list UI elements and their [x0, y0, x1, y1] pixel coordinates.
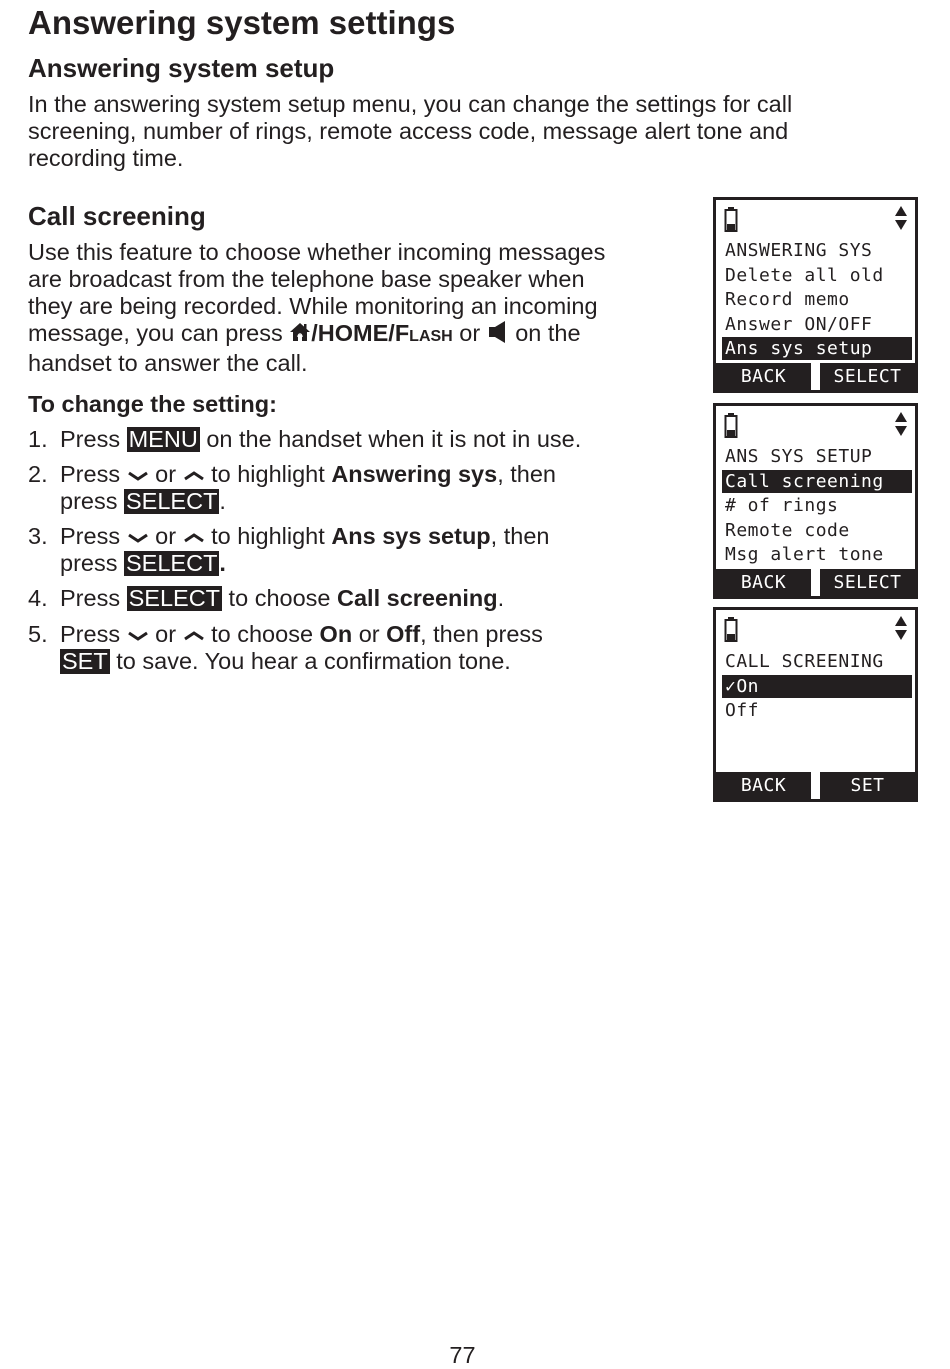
menu-item-call-screening[interactable]: Call screening: [722, 470, 912, 493]
up-arrow-icon: [183, 622, 205, 649]
up-arrow-icon: [183, 524, 205, 551]
cs-line: Use this feature to choose whether incoming messages: [28, 239, 606, 265]
handset-screen-3: [713, 607, 918, 802]
select-key: SELECT: [126, 488, 218, 514]
option-on-selected[interactable]: ✓On: [722, 675, 912, 698]
home-icon: [289, 321, 311, 349]
battery-icon: [724, 617, 738, 647]
back-softkey[interactable]: BACK: [716, 772, 811, 799]
step-text: or: [148, 523, 183, 549]
setup-para-line: recording time.: [28, 145, 184, 171]
menu-item-answer-on-off[interactable]: Answer ON/OFF: [725, 314, 873, 335]
step-number: 2.: [28, 461, 48, 487]
step-number: 5.: [28, 621, 48, 647]
up-arrow-icon: [183, 462, 205, 489]
page-title: Answering system settings: [28, 4, 456, 41]
setup-para-line: screening, number of rings, remote access code, message alert tone and: [28, 118, 789, 144]
step-text: Press: [60, 426, 127, 452]
menu-item-remote-code[interactable]: Remote code: [725, 520, 850, 541]
battery-icon: [724, 413, 738, 443]
flash-key-label: Flash: [394, 320, 453, 347]
cs-text: message, you can press: [28, 320, 290, 347]
menu-item-ans-sys-setup[interactable]: Ans sys setup: [722, 337, 912, 360]
step-text: or: [148, 621, 183, 647]
cs-line-4: [28, 320, 605, 350]
call-screening-paragraph: [28, 239, 605, 377]
set-softkey[interactable]: SET: [820, 772, 915, 799]
speaker-icon: [487, 320, 509, 350]
softkey-bar: [716, 772, 915, 799]
step-text: to highlight: [204, 461, 332, 487]
menu-key: MENU: [128, 426, 198, 452]
cs-text: or: [452, 320, 487, 347]
down-arrow-icon: [127, 462, 149, 489]
step-text: Press: [60, 461, 127, 487]
step-number: 3.: [28, 523, 48, 549]
scroll-arrows-icon: [894, 205, 908, 235]
step-text: .: [219, 488, 226, 514]
step-text: Press: [60, 585, 127, 611]
menu-item-delete-all-old[interactable]: Delete all old: [725, 265, 884, 286]
softkey-bar: [716, 363, 915, 390]
back-softkey[interactable]: BACK: [716, 363, 811, 390]
step-text: Press: [60, 621, 127, 647]
step-text: to highlight: [204, 523, 332, 549]
menu-item-name: Answering sys: [331, 461, 498, 487]
scroll-arrows-icon: [894, 411, 908, 441]
cs-line: are broadcast from the telephone base speaker when: [28, 266, 585, 292]
select-softkey[interactable]: SELECT: [820, 569, 915, 596]
step-text: .: [219, 550, 226, 576]
page-number: 77: [449, 1342, 476, 1368]
menu-item-number-of-rings[interactable]: # of rings: [725, 495, 839, 516]
scroll-arrows-icon: [894, 615, 908, 645]
select-key: SELECT: [128, 585, 221, 611]
down-arrow-icon: [127, 622, 149, 649]
step-number: 1.: [28, 426, 48, 452]
change-heading: To change the setting:: [28, 391, 277, 417]
menu-item-name: Call screening: [337, 585, 498, 611]
step-text: to save. You hear a confirmation tone.: [109, 648, 511, 674]
step-text: , then: [490, 523, 550, 549]
cs-line: they are being recorded. While monitoring an incoming: [28, 293, 598, 319]
step-number: 4.: [28, 585, 48, 611]
step-text: press: [60, 488, 124, 514]
cs-line: handset to answer the call.: [28, 350, 308, 376]
handset-screen-1: [713, 197, 918, 393]
setup-para-line: In the answering system setup menu, you can change the settings for call: [28, 91, 793, 117]
step-text: , then: [497, 461, 556, 487]
set-key: SET: [62, 648, 108, 674]
screen-title: CALL SCREENING: [725, 651, 884, 672]
screen-title: ANSWERING SYS: [725, 240, 873, 261]
handset-screen-2: [713, 403, 918, 599]
down-arrow-icon: [127, 524, 149, 551]
section-heading-call-screening: Call screening: [28, 201, 206, 231]
step-text: to choose: [204, 621, 320, 647]
step-text: press: [60, 550, 124, 576]
select-key: SELECT: [126, 550, 218, 576]
step-text: to choose: [222, 585, 337, 611]
back-softkey[interactable]: BACK: [716, 569, 811, 596]
menu-item-msg-alert-tone[interactable]: Msg alert tone: [725, 544, 884, 565]
option-off: Off: [386, 621, 421, 647]
softkey-bar: [716, 569, 915, 596]
step-text: .: [497, 585, 505, 611]
select-softkey[interactable]: SELECT: [820, 363, 915, 390]
section-heading-setup: Answering system setup: [28, 53, 335, 83]
step-text: , then press: [420, 621, 543, 647]
cs-text: on the: [508, 320, 581, 347]
option-on: On: [319, 621, 353, 647]
menu-item-record-memo[interactable]: Record memo: [725, 289, 850, 310]
step-text: or: [352, 621, 387, 647]
home-key-label: /HOME/: [311, 320, 395, 347]
option-off[interactable]: Off: [725, 700, 760, 721]
screen-title: ANS SYS SETUP: [725, 446, 873, 467]
step-text: Press: [60, 523, 127, 549]
step-text: on the handset when it is not in use.: [199, 426, 582, 452]
battery-icon: [724, 207, 738, 237]
step-text: or: [148, 461, 183, 487]
setup-paragraph: [28, 91, 792, 172]
menu-item-name: Ans sys setup: [331, 523, 491, 549]
